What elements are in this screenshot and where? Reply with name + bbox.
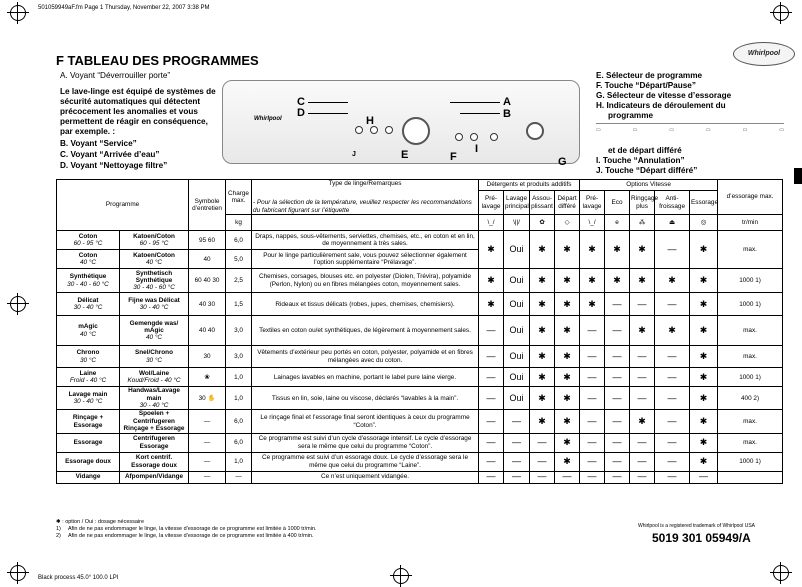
max-load: 2,5 [226,269,252,293]
subhead: Eco [605,191,630,215]
table-row [57,231,783,250]
option-cell: — [580,410,605,433]
program-name: Rinçage + Essorage [57,410,120,433]
option-cell: ✱ [555,368,580,387]
spin-speed: 1000 1) [718,269,783,293]
delay-icon: ◇ [564,219,570,227]
mainwash-icon: \||/ [513,219,520,227]
max-load: — [226,471,252,483]
iron-icon: ⏏ [669,219,676,227]
callout-j: J [352,151,356,158]
header-type: Type de linge/Remarques - Pour la sélection de la température, veuillez respecter les recommandations du fabricant figurant sur l’étiquette [252,180,479,215]
max-load: 3,0 [226,316,252,346]
option-cell: — [655,346,690,368]
option-cell: — [530,471,555,483]
callout-i: I [475,143,479,155]
registration-mark [773,5,789,21]
option-cell: ✱ [555,452,580,471]
footnote-1: Afin de ne pas endommager le linge, la vitesse d’essorage de ce programme est limitée à 1000 tr/min. [68,526,317,532]
label-h: H. Indicateurs de déroulement du [596,101,726,110]
spin-speed: max. [718,433,783,452]
max-load: 6,0 [226,410,252,433]
option-cell: Oui [504,346,530,368]
option-cell: Oui [504,387,530,410]
leader-line [308,113,348,114]
program-name-nl: Handwas/Lavage main 30 - 40 °C [120,387,189,410]
spin-icon: ◎ [700,219,707,227]
spin-speed: max. [718,231,783,269]
max-load: 3,0 [226,346,252,368]
prewash-icon: \_/ [487,219,495,227]
option-cell: — [580,316,605,346]
program-name-nl: Snel/Chrono 30 °C [120,346,189,368]
option-cell: ✱ [555,231,580,269]
care-symbol: — [189,433,226,452]
subhead: Assou-plissant [530,191,555,215]
panel-button[interactable] [490,133,498,141]
table-row [57,368,783,387]
label-b: B. Voyant “Service” [60,139,137,148]
laundry-type: Textiles en coton ou/et synthétiques, de légèrement à moyennement sales. [252,316,479,346]
program-name-nl: Katoen/Coton 40 °C [120,250,189,269]
softener-icon: ✿ [539,219,545,227]
callout-e: E [401,149,409,161]
option-cell: — [630,387,655,410]
max-load: 6,0 [226,231,252,250]
callout-h: H [366,115,374,127]
care-symbol: 60 40 30 [189,269,226,293]
header-type-blank [252,215,479,231]
icon-cell [655,215,690,231]
callout-c: C [297,96,305,108]
option-cell: — [605,293,630,316]
brand-logo: Whirlpool [733,42,795,66]
label-a: A. Voyant “Déverrouiller porte” [60,71,171,80]
option-cell: ✱ [555,293,580,316]
option-cell: — [605,368,630,387]
option-cell: — [655,433,690,452]
laundry-type: Rideaux et tissus délicats (robes, jupes, chemises, chemisiers). [252,293,479,316]
spin-speed [718,471,783,483]
program-name: mAgic 40 °C [57,316,120,346]
label-h-delay: et de départ différé [608,146,682,155]
program-name-nl: Gemengde was/ mAgic 40 °C [120,316,189,346]
prewash-option-icon: \_/ [588,219,596,227]
option-cell: — [504,452,530,471]
leader-line [450,102,500,103]
care-symbol: 95 60 [189,231,226,250]
option-cell: — [479,346,504,368]
program-name: Vidange [57,471,120,483]
registration-mark [10,565,26,581]
table-row [57,316,783,346]
registration-mark [10,296,26,312]
option-cell: — [555,471,580,483]
program-name-nl: Fijne was Délicat 30 - 40 °C [120,293,189,316]
option-cell: ✱ [479,269,504,293]
registration-mark [10,5,26,21]
option-cell: — [580,368,605,387]
option-cell: — [655,293,690,316]
option-cell: — [530,433,555,452]
option-cell: — [504,471,530,483]
program-name: Chrono 30 °C [57,346,120,368]
option-cell: Oui [504,316,530,346]
option-cell: — [630,433,655,452]
max-load: 5,0 [226,250,252,269]
progress-indicator-strip: ▭ ▭ ▭ ▭ ▭ ▭ [596,123,784,149]
option-cell: — [630,346,655,368]
label-e: E. Sélecteur de programme [596,71,703,80]
laundry-type: Le rinçage final et l’essorage final seront identiques à ceux du programme “Coton”. [252,410,479,433]
spin-speed: max. [718,410,783,433]
program-name-nl: Katoen/Coton 60 - 95 °C [120,231,189,250]
option-cell: ✱ [605,269,630,293]
print-footer: Black process 45.0° 100.0 LPI [38,575,119,581]
option-cell: ✱ [555,410,580,433]
option-cell: — [479,471,504,483]
program-name: Lavage main 30 - 40 °C [57,387,120,410]
label-j: J. Touche “Départ différé” [596,166,698,175]
icon-cell [630,215,655,231]
option-cell: — [479,452,504,471]
program-selector-knob[interactable] [402,117,430,145]
icon-cell [504,215,530,231]
programme-table [56,179,783,484]
option-cell: ✱ [655,316,690,346]
option-cell: — [580,387,605,410]
program-name: Coton 40 °C [57,250,120,269]
registration-mark [773,565,789,581]
print-header: 501059949aF.fm Page 1 Thursday, November 22, 2007 3:38 PM [38,5,210,11]
header-kg: kg [226,215,252,231]
program-name-nl: Spoelen + Centrifugeren Rinçage + Essorage [120,410,189,433]
option-cell: — [605,410,630,433]
option-cell: — [479,368,504,387]
side-tab [794,168,802,184]
option-cell: ✱ [690,410,718,433]
option-cell: — [630,471,655,483]
option-cell: — [479,316,504,346]
table-row [57,269,783,293]
option-cell: ✱ [530,316,555,346]
header-essorage-max: d’essorage max. [718,180,783,215]
care-symbol: 40 30 [189,293,226,316]
option-cell: — [690,471,718,483]
label-c: C. Voyant “Arrivée d’eau” [60,150,160,159]
option-cell: ✱ [530,410,555,433]
panel-button[interactable] [355,126,363,134]
option-cell: ✱ [530,346,555,368]
option-cell: — [630,368,655,387]
option-cell: ✱ [690,231,718,269]
laundry-type: Ce programme est suivi d’un essorage doux. Le cycle d’essorage sera le même que celui du programme “Laine”. [252,452,479,471]
option-cell: ✱ [630,316,655,346]
callout-g: G [558,156,567,168]
care-symbol: — [189,410,226,433]
program-name: Délicat 30 - 40 °C [57,293,120,316]
program-name-nl: Wol/Laine Koud/Froid - 40 °C [120,368,189,387]
option-cell: — [605,387,630,410]
start-pause-button[interactable] [455,133,463,141]
option-cell: — [655,387,690,410]
rinse-plus-icon: ⁂ [638,219,646,227]
subhead: Pré-lavage [479,191,504,215]
callout-d: D [297,107,305,119]
option-cell: — [605,471,630,483]
max-load: 1,5 [226,293,252,316]
option-cell: ✱ [690,452,718,471]
care-symbol: ❀ [189,368,226,387]
subhead: Départ différé [555,191,580,215]
header-charge: Charge max. [226,180,252,215]
option-cell: ✱ [580,231,605,269]
option-cell: ✱ [690,433,718,452]
label-h-cont: programme [608,111,654,120]
option-cell: Oui [504,293,530,316]
max-load: 1,0 [226,387,252,410]
option-cell: — [605,346,630,368]
option-cell: ✱ [630,269,655,293]
option-cell: Oui [504,269,530,293]
table-row [57,471,783,483]
option-cell: — [655,452,690,471]
laundry-type: Chemises, corsages, blouses etc. en polyester (Diolen, Trévira), polyamide (Perlon, Nylon) ou en fibres mélangées coton, moyennement sales. [252,269,479,293]
spin-speed: max. [718,316,783,346]
option-cell: ✱ [530,387,555,410]
max-load: 1,0 [226,452,252,471]
label-d: D. Voyant “Nettoyage filtre” [60,161,168,170]
header-trmin: tr/min [718,215,783,231]
care-symbol: 40 40 [189,316,226,346]
option-cell: ✱ [479,293,504,316]
program-name-nl: Afpompen/Vidange [120,471,189,483]
header-programme: Programme [57,180,189,231]
label-g: G. Sélecteur de vitesse d’essorage [596,91,732,100]
program-name-nl: Centrifugeren Essorage [120,433,189,452]
option-cell: ✱ [555,316,580,346]
laundry-type: Ce n’est uniquement vidangée. [252,471,479,483]
spin-speed: max. [718,346,783,368]
max-load: 1,0 [226,368,252,387]
care-symbol: 30 [189,346,226,368]
option-cell: — [580,433,605,452]
option-cell: ✱ [530,269,555,293]
option-cell: ✱ [530,368,555,387]
option-cell: — [580,452,605,471]
leader-line [308,102,348,103]
page-title: F TABLEAU DES PROGRAMMES [56,53,259,68]
table-row [57,293,783,316]
option-cell: ✱ [690,346,718,368]
table-row [57,452,783,471]
icon-cell [555,215,580,231]
laundry-type: Vêtements d’extérieur peu portés en coton, polyester, polyamide et en fibres mélangées avec du coton. [252,346,479,368]
program-name: Essorage doux [57,452,120,471]
trademark-note: Whirlpool is a registered trademark of Whirlpool USA [638,523,755,529]
program-name-nl: Synthetisch Synthétique 30 - 40 - 60 °C [120,269,189,293]
option-cell: ✱ [690,293,718,316]
safety-description: Le lave-linge est équipé de systèmes de sécurité automatiques qui détectent précocement les anomalies et vous permettent de réagir en conséquence, par exemple. : [60,87,216,136]
option-cell: — [655,368,690,387]
option-cell: — [504,433,530,452]
option-cell: — [655,471,690,483]
option-cell: ✱ [690,269,718,293]
spin-speed: 1000 1) [718,368,783,387]
spin-speed: 1000 1) [718,452,783,471]
label-i: I. Touche “Annulation” [596,156,685,165]
option-cell: — [479,387,504,410]
callout-a: A [503,96,511,108]
label-f: F. Touche “Départ/Pause” [596,81,696,90]
footnote-mark: 2) [56,533,61,539]
subhead: Lavage principal [504,191,530,215]
option-cell: ✱ [530,293,555,316]
program-name: Synthétique 30 - 40 - 60 °C [57,269,120,293]
option-cell: — [605,316,630,346]
option-cell: ✱ [655,269,690,293]
option-cell: — [605,452,630,471]
header-symbole: Symbole d’entretien [189,180,226,231]
laundry-type: Tissus en lin, soie, laine ou viscose, déclarés “lavables à la main”. [252,387,479,410]
option-cell: ✱ [690,387,718,410]
option-cell: ✱ [690,316,718,346]
option-cell: — [580,346,605,368]
leader-line [460,113,500,114]
laundry-type: Pour le linge particulièrement sale, vous pouvez sélectionner également l’option supplémentaire “Prélavage”. [252,250,479,269]
icon-cell [690,215,718,231]
option-cell: Oui [504,368,530,387]
care-symbol: — [189,452,226,471]
option-cell: — [580,471,605,483]
option-cell: ✱ [555,269,580,293]
option-cell: — [605,433,630,452]
option-cell: ✱ [555,346,580,368]
option-cell: ✱ [605,231,630,269]
panel-logo: Whirlpool [254,116,282,122]
option-cell: ✱ [580,293,605,316]
option-cell: — [479,433,504,452]
option-cell: ✱ [555,387,580,410]
option-cell: ✱ [630,231,655,269]
table-row [57,346,783,368]
footnote-2: Afin de ne pas endommager le linge, la vitesse d’essorage de ce programme est limitée à 400 tr/min. [68,533,314,539]
option-cell: ✱ [555,433,580,452]
panel-button[interactable] [385,126,393,134]
subhead: Ringçage plus [630,191,655,215]
laundry-type: Lainages lavables en machine, portant le label pure laine vierge. [252,368,479,387]
option-cell: — [655,410,690,433]
option-cell: — [655,231,690,269]
icon-cell [530,215,555,231]
option-cell: — [504,410,530,433]
header-detergents: Détergents et produits additifs [479,180,580,191]
option-cell: — [630,293,655,316]
callout-b: B [503,108,511,120]
subhead: Essorage [690,191,718,215]
care-symbol: 30 ✋ [189,387,226,410]
program-name: Coton 60 - 95 °C [57,231,120,250]
panel-button[interactable] [370,126,378,134]
spin-speed: 400 2) [718,387,783,410]
icon-cell [580,215,605,231]
footnote-mark: 1) [56,526,61,532]
subhead: Pré-lavage [580,191,605,215]
option-cell: — [479,410,504,433]
subhead: Anti-froissage [655,191,690,215]
option-cell: ✱ [530,231,555,269]
document-code: 5019 301 05949/A [652,531,751,545]
option-cell: — [530,452,555,471]
laundry-type: Ce programme est suivi d’un cycle d’essorage intensif. Le cycle d’essorage sera le même que celui du programme “Coton”. [252,433,479,452]
callout-f: F [450,151,457,163]
eco-icon: e [615,219,619,227]
icon-cell [605,215,630,231]
spin-speed: 1000 1) [718,293,783,316]
option-cell: ✱ [690,368,718,387]
table-row [57,387,783,410]
option-cell: ✱ [479,231,504,269]
laundry-type: Draps, nappes, sous-vêtements, serviettes, chemises, etc., en coton et en lin, de moyennement à très sales. [252,231,479,250]
program-name: Essorage [57,433,120,452]
icon-cell [479,215,504,231]
program-name-nl: Kort centrif. Essorage doux [120,452,189,471]
registration-mark [393,568,409,584]
program-name: Laine Froid - 40 °C [57,368,120,387]
header-options: Options Vitesse [580,180,718,191]
care-symbol: — [189,471,226,483]
option-cell: ✱ [630,410,655,433]
table-row [57,410,783,433]
max-load: 6,0 [226,433,252,452]
option-cell: — [630,452,655,471]
footnote-legend: ✱ : option / Oui : dosage nécessaire [56,519,145,525]
panel-button[interactable] [470,133,478,141]
option-cell: ✱ [580,269,605,293]
spin-selector-knob[interactable] [526,122,544,140]
option-cell: Oui [504,231,530,269]
table-row [57,433,783,452]
care-symbol: 40 [189,250,226,269]
